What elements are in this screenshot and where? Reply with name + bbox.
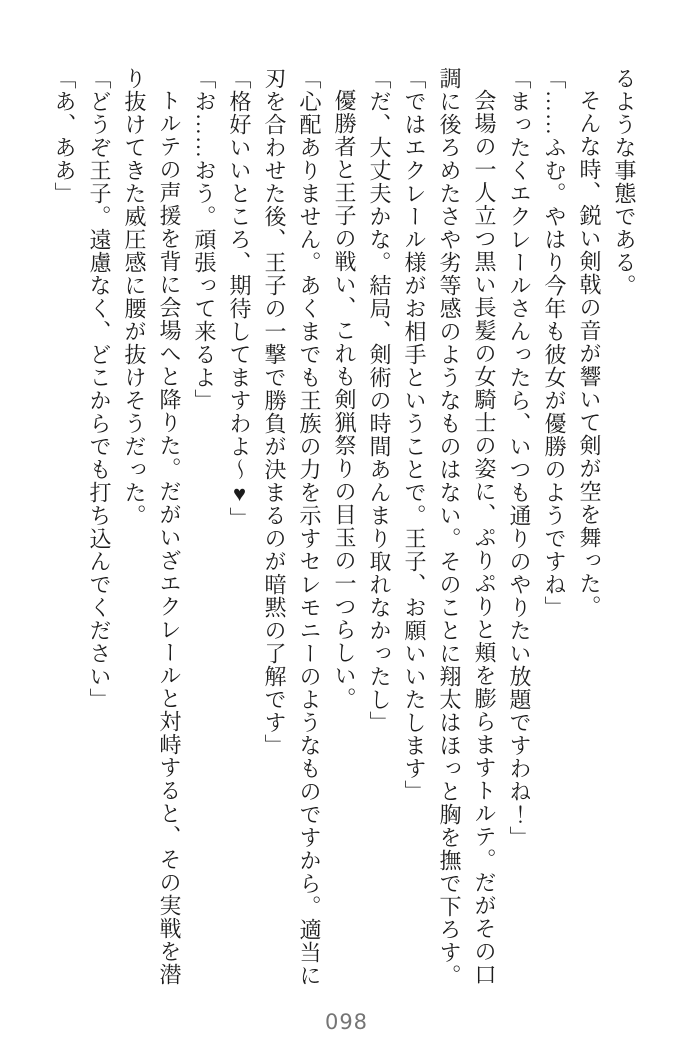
- text-line: そんな時、鋭い剣戟の音が響いて剣が空を舞った。: [577, 89, 602, 618]
- text-line: トルテの声援を背に会場へと降りた。だがいざエクレールと対峙すると、その実戦を潜: [157, 89, 182, 986]
- text-line: るような事態である。: [612, 67, 637, 297]
- page-number: 098: [324, 1010, 369, 1034]
- text-line: 「どうぞ王子。遠慮なく、どこからでも打ち込んでください」: [87, 67, 112, 711]
- text-line: 「ではエクレール様がお相手ということで。王子、お願いいたします」: [402, 67, 427, 803]
- novel-text-block: [47, 67, 642, 995]
- text-line: 優勝者と王子の戦い、これも剣猟祭りの目玉の一つらしい。: [332, 89, 357, 710]
- text-line: 「格好いいところ、期待してますわよ～♥」: [227, 67, 252, 530]
- text-line: り抜けてきた威圧感に腰が抜けそうだった。: [122, 67, 147, 527]
- text-line: 調に後ろめたさや劣等感のようなものはない。そのことに翔太はほっと胸を撫で下ろす。: [437, 67, 462, 987]
- text-line: 「……ふむ。やはり今年も彼女が優勝のようですね」: [542, 67, 567, 619]
- text-line: 「あ、ああ」: [52, 67, 77, 205]
- text-line: 「だ、大丈夫かな。結局、剣術の時間あんまり取れなかったし」: [367, 67, 392, 734]
- text-line: 「お……おう。頑張って来るよ」: [192, 67, 217, 412]
- text-line: 「心配ありません。あくまでも王族の力を示すセレモニーのようなものですから。適当に: [297, 67, 322, 987]
- text-line: 刃を合わせた後、王子の一撃で勝負が決まるのが暗黙の了解です」: [262, 67, 287, 757]
- text-line: 「まったくエクレールさんったら、いつも通りのやりたい放題ですわね！」: [507, 67, 532, 849]
- text-line: 会場の一人立つ黒い長髪の女騎士の姿に、ぷりぷりと頬を膨らますトルテ。だがその口: [472, 89, 497, 986]
